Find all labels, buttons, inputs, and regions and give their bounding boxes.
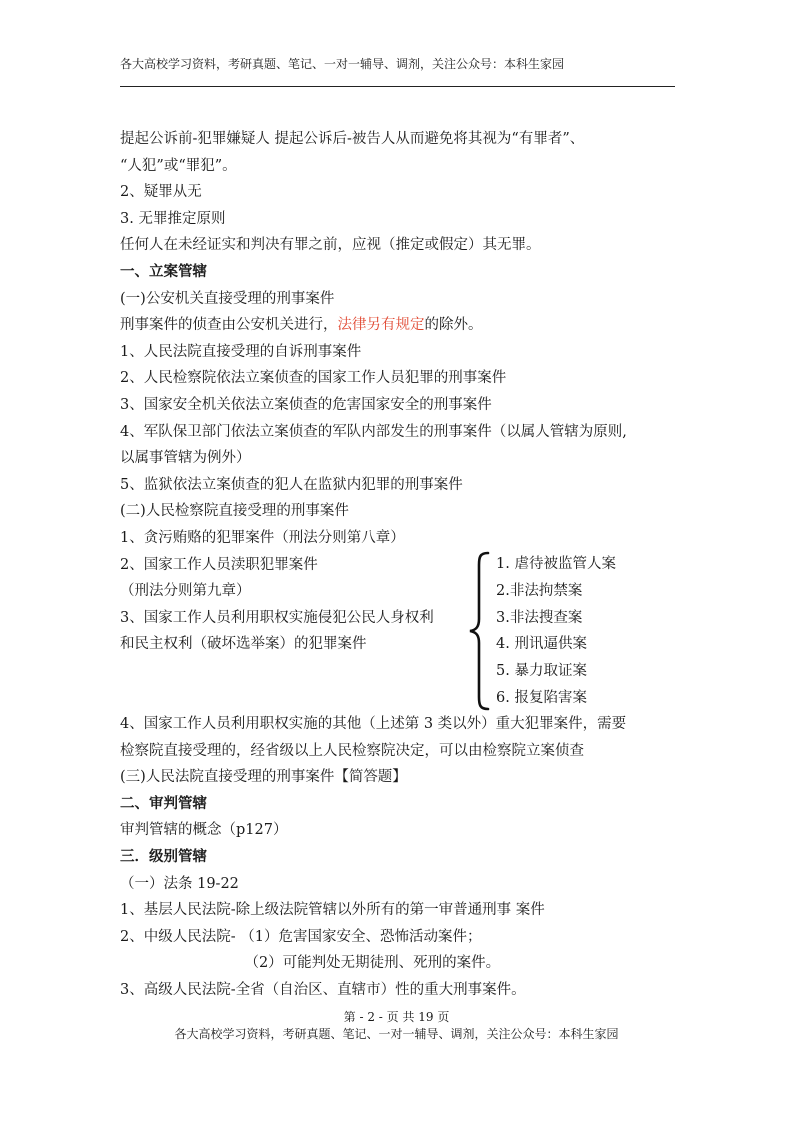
list-item: 2.非法拘禁案 xyxy=(496,582,583,599)
body-line: 任何人在未经证实和判决有罪之前，应视（推定或假定）其无罪。 xyxy=(120,237,541,254)
body-line: 审判管辖的概念（p127） xyxy=(120,822,288,839)
list-item: 3.非法搜查案 xyxy=(496,609,583,626)
body-line: 4、国家工作人员利用职权实施的其他（上述第 3 类以外）重大犯罪案件，需要 xyxy=(120,716,627,733)
page-number: 第 - 2 - 页 共 19 页 xyxy=(343,1010,450,1024)
body-line: 以属事管辖为例外） xyxy=(120,450,251,467)
body-line: 1、贪污贿赂的犯罪案件（刑法分则第八章） xyxy=(120,529,405,546)
body-line: （一）法条 19-22 xyxy=(120,875,239,892)
body-line: 1、人民法院直接受理的自诉刑事案件 xyxy=(120,343,362,360)
body-line: 2、国家工作人员渎职犯罪案件 xyxy=(120,556,318,573)
body-line: 3、国家工作人员利用职权实施侵犯公民人身权利 xyxy=(120,609,434,626)
page-footer: 各大高校学习资料，考研真题、笔记、一对一辅导、调剂，关注公众号：本科生家园 xyxy=(174,1027,619,1041)
body-line: 2、疑罪从无 xyxy=(120,184,202,201)
body-line: (二)人民检察院直接受理的刑事案件 xyxy=(120,503,349,520)
body-line: 1、基层人民法院-除上级法院管辖以外所有的第一审普通刑事 案件 xyxy=(120,902,545,919)
body-text: 刑事案件的侦查由公安机关进行， xyxy=(120,317,338,334)
list-item: 5. 暴力取证案 xyxy=(496,663,587,680)
highlighted-text: 法律另有规定 xyxy=(337,317,425,334)
body-line: “人犯”或“罪犯”。 xyxy=(120,157,237,174)
body-line: 检察院直接受理的，经省级以上人民检察院决定，可以由检察院立案侦查 xyxy=(120,742,584,759)
body-line-with-highlight xyxy=(120,312,680,339)
body-line: （刑法分则第九章） xyxy=(120,583,251,600)
section-heading: 二、审判管辖 xyxy=(120,794,207,812)
body-line: 4、军队保卫部门依法立案侦查的军队内部发生的刑事案件（以属人管辖为原则, xyxy=(120,423,627,440)
list-item: 1. 虐待被监管人案 xyxy=(496,556,616,572)
body-line: 3、高级人民法院-全省（自治区、直辖市）性的重大刑事案件。 xyxy=(120,982,526,998)
page-header: 各大高校学习资料，考研真题、笔记、一对一辅导、调剂，关注公众号：本科生家园 xyxy=(120,57,565,71)
body-text: 的除外。 xyxy=(424,317,483,334)
body-line: 2、人民检察院依法立案侦查的国家工作人员犯罪的刑事案件 xyxy=(120,370,507,387)
brace-item-list xyxy=(496,551,666,712)
list-item: 4. 刑讯逼供案 xyxy=(496,636,587,653)
body-line: (一)公安机关直接受理的刑事案件 xyxy=(120,290,335,307)
body-line: 3. 无罪推定原则 xyxy=(120,210,226,227)
section-heading: 一、立案管辖 xyxy=(120,262,207,280)
body-line: 和民主权利（破坏选举案）的犯罪案件 xyxy=(120,636,367,653)
body-line: (三)人民法院直接受理的刑事案件【简答题】 xyxy=(120,769,407,786)
body-line: 提起公诉前-犯罪嫌疑人 提起公诉后-被告人从而避免将其视为“有罪者”、 xyxy=(120,131,585,147)
curly-brace-icon xyxy=(468,551,490,711)
body-line: 5、监狱依法立案侦查的犯人在监狱内犯罪的刑事案件 xyxy=(120,476,463,493)
header-divider xyxy=(120,86,675,87)
body-line: 3、国家安全机关依法立案侦查的危害国家安全的刑事案件 xyxy=(120,396,492,413)
section-heading: 三．级别管辖 xyxy=(120,848,207,866)
body-line: 2、中级人民法院- （1）危害国家安全、恐怖活动案件； xyxy=(120,928,482,945)
body-line: （2）可能判处无期徒刑、死刑的案件。 xyxy=(120,955,501,972)
list-item: 6. 报复陷害案 xyxy=(496,689,587,706)
